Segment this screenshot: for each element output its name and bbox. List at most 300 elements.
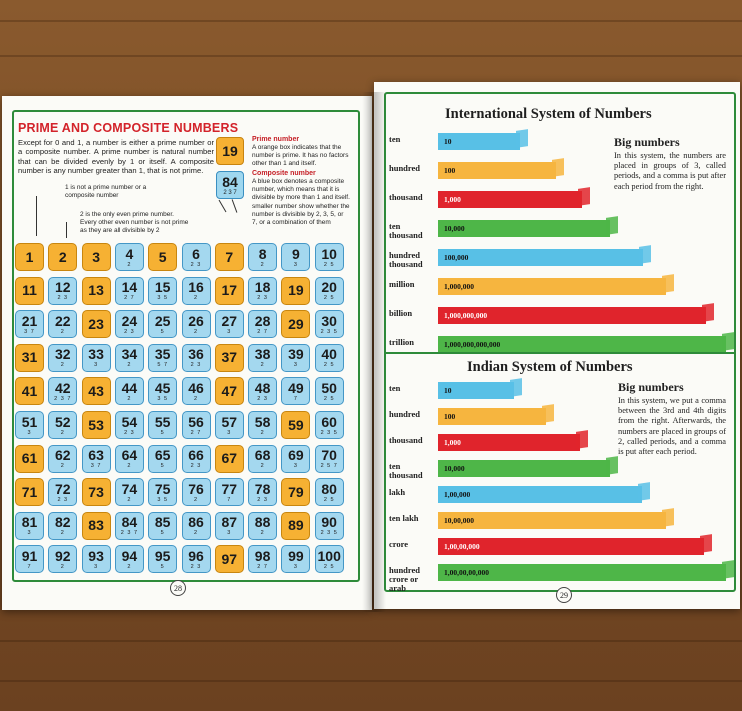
number-value: 1,00,00,000 bbox=[444, 542, 480, 551]
number-cell bbox=[281, 243, 310, 271]
cell-number: 22 bbox=[55, 312, 71, 329]
cell-number: 15 bbox=[154, 279, 171, 296]
cell-number: 62 bbox=[55, 447, 71, 464]
prime-legend-heading: Prime number bbox=[252, 136, 300, 143]
number-cell bbox=[315, 243, 344, 271]
number-band bbox=[438, 249, 643, 266]
cell-factors: 2 bbox=[193, 530, 199, 537]
cell-number: 56 bbox=[188, 413, 204, 430]
cell-number: 20 bbox=[321, 279, 337, 296]
band-tail bbox=[662, 508, 674, 527]
international-title: International System of Numbers bbox=[445, 106, 652, 122]
cell-number: 97 bbox=[221, 550, 238, 567]
wood-grain bbox=[0, 680, 742, 682]
number-band bbox=[438, 336, 726, 353]
cell-number: 80 bbox=[321, 480, 337, 497]
band-tail bbox=[662, 274, 674, 293]
number-cell bbox=[15, 344, 44, 372]
cell-number: 51 bbox=[21, 413, 38, 430]
cell-number: 40 bbox=[321, 346, 337, 363]
number-cell bbox=[182, 344, 211, 372]
number-value: 100 bbox=[444, 166, 456, 175]
cell-factors: 2 7 bbox=[257, 563, 268, 570]
cell-factors: 3 5 bbox=[157, 496, 169, 503]
number-cell bbox=[82, 243, 111, 271]
number-band bbox=[438, 278, 666, 295]
number-cell bbox=[82, 310, 111, 338]
cell-number: 25 bbox=[154, 312, 171, 329]
number-cell bbox=[215, 310, 244, 338]
number-cell bbox=[48, 377, 77, 405]
cell-factors: 7 bbox=[227, 496, 232, 503]
factor-note: smaller number show whether the number is divisible by 2, 3, 5, or 7, or a combination of them bbox=[252, 203, 350, 226]
number-cell bbox=[215, 445, 244, 473]
cell-number: 32 bbox=[55, 346, 71, 363]
number-band bbox=[438, 307, 706, 324]
number-cell bbox=[48, 478, 77, 506]
cell-number: 6 bbox=[192, 245, 200, 262]
cell-number: 79 bbox=[288, 483, 304, 500]
band-tail bbox=[516, 129, 528, 148]
cell-factors: 2 bbox=[193, 395, 199, 402]
cell-number: 42 bbox=[55, 379, 71, 396]
number-cell bbox=[115, 310, 144, 338]
cell-number: 4 bbox=[125, 245, 134, 262]
cell-number: 21 bbox=[21, 312, 38, 329]
band-tail bbox=[606, 456, 618, 475]
indian-big-title: Big numbers bbox=[618, 380, 684, 394]
number-band bbox=[438, 133, 520, 150]
number-cell bbox=[15, 277, 44, 305]
number-cell bbox=[148, 377, 177, 405]
number-cell bbox=[182, 277, 211, 305]
cell-number: 43 bbox=[88, 382, 104, 399]
number-name-label: ten bbox=[389, 134, 401, 144]
cell-factors: 2 bbox=[60, 563, 65, 570]
number-cell bbox=[248, 478, 277, 506]
number-cell bbox=[281, 478, 310, 506]
number-name-label: hundred thousand bbox=[389, 250, 423, 269]
number-cell bbox=[148, 411, 177, 439]
note-two-arrow bbox=[66, 222, 67, 238]
cell-factors: 5 bbox=[160, 429, 165, 436]
number-cell bbox=[248, 411, 277, 439]
number-cell bbox=[115, 344, 144, 372]
cell-number: 36 bbox=[188, 346, 204, 363]
number-name-label: trillion bbox=[389, 337, 415, 347]
cell-number: 2 bbox=[58, 248, 67, 265]
number-cell bbox=[115, 277, 144, 305]
cell-number: 44 bbox=[121, 379, 138, 396]
cell-number: 48 bbox=[254, 379, 271, 396]
cell-number: 61 bbox=[21, 450, 38, 467]
cell-number: 29 bbox=[288, 315, 304, 332]
cell-number: 90 bbox=[321, 514, 337, 531]
note-two: 2 is the only even prime number. Every other even number is not prime as they are all divisible by 2 bbox=[80, 211, 189, 234]
prime-legend-box bbox=[216, 137, 244, 165]
cell-factors: 2 bbox=[60, 429, 65, 436]
intro-text: Except for 0 and 1, a number is either a prime number or a composite number. A prime number is natural number that can be divided evenly by 1 or itself. A composite number is any number greater than 1, that is not prime. bbox=[18, 138, 214, 176]
number-name-label: hundred bbox=[389, 409, 421, 419]
cell-factors: 2 bbox=[60, 463, 65, 470]
number-cell bbox=[48, 243, 77, 271]
cell-number: 14 bbox=[121, 279, 138, 296]
cell-number: 17 bbox=[221, 282, 238, 299]
cell-number: 100 bbox=[317, 547, 341, 564]
cell-number: 77 bbox=[221, 480, 238, 497]
number-cell bbox=[215, 478, 244, 506]
cell-number: 24 bbox=[121, 312, 138, 329]
number-name-label: lakh bbox=[389, 487, 406, 497]
cell-number: 69 bbox=[288, 447, 304, 464]
cell-number: 82 bbox=[55, 514, 71, 531]
cell-factors: 2 bbox=[60, 530, 65, 537]
cell-factors: 3 bbox=[293, 362, 298, 369]
cell-factors: 2 3 5 bbox=[320, 328, 338, 335]
cell-number: 65 bbox=[154, 447, 171, 464]
cell-factors: 2 7 bbox=[124, 295, 135, 302]
number-cell bbox=[48, 310, 77, 338]
cell-factors: 2 3 bbox=[124, 328, 135, 335]
number-cell bbox=[182, 478, 211, 506]
number-band bbox=[438, 460, 610, 477]
cell-number: 98 bbox=[254, 547, 271, 564]
band-tail bbox=[578, 187, 590, 206]
number-cell bbox=[115, 243, 144, 271]
number-cell bbox=[315, 411, 344, 439]
cell-factors: 3 5 bbox=[157, 395, 169, 402]
cell-factors: 2 7 bbox=[257, 328, 268, 335]
cell-factors: 2 5 bbox=[323, 563, 335, 570]
cell-number: 76 bbox=[188, 480, 204, 497]
number-name-label: billion bbox=[389, 308, 413, 318]
indian-big-text: In this system, we put a comma between the 3rd and 4th digits from the right. Afterwards, the numbers are placed in groups of 2, called periods, and a comma is put after each period. bbox=[618, 396, 726, 457]
number-cell bbox=[281, 545, 310, 573]
number-cell bbox=[48, 545, 77, 573]
cell-number: 3 bbox=[92, 248, 100, 265]
number-cell bbox=[115, 377, 144, 405]
cell-factors: 3 bbox=[293, 261, 298, 268]
cell-factors: 2 bbox=[260, 530, 265, 537]
number-band bbox=[438, 382, 514, 399]
cell-number: 58 bbox=[254, 413, 271, 430]
number-cell bbox=[48, 512, 77, 540]
cell-factors: 5 bbox=[160, 530, 165, 537]
cell-number: 63 bbox=[88, 447, 104, 464]
number-cell bbox=[281, 277, 310, 305]
cell-number: 92 bbox=[55, 547, 71, 564]
number-band bbox=[438, 564, 726, 581]
composite-legend-box bbox=[216, 171, 244, 199]
cell-number: 7 bbox=[225, 248, 234, 265]
number-cell bbox=[281, 445, 310, 473]
composite-legend-factors: 2 3 7 bbox=[223, 190, 237, 196]
cell-number: 50 bbox=[321, 379, 337, 396]
cell-number: 57 bbox=[221, 413, 238, 430]
cell-factors: 2 3 7 bbox=[54, 395, 72, 402]
number-cell bbox=[82, 478, 111, 506]
cell-number: 74 bbox=[121, 480, 138, 497]
number-cell bbox=[315, 377, 344, 405]
number-name-label: thousand bbox=[389, 192, 423, 202]
cell-number: 28 bbox=[254, 312, 271, 329]
number-cell bbox=[215, 512, 244, 540]
number-cell bbox=[281, 411, 310, 439]
number-cell bbox=[148, 545, 177, 573]
cell-factors: 2 bbox=[260, 463, 265, 470]
cell-factors: 2 3 bbox=[257, 395, 268, 402]
number-value: 10 bbox=[444, 386, 452, 395]
band-tail bbox=[606, 216, 618, 235]
cell-number: 38 bbox=[254, 346, 271, 363]
number-cell bbox=[82, 545, 111, 573]
cell-factors: 2 3 bbox=[190, 261, 202, 268]
cell-number: 70 bbox=[321, 447, 337, 464]
number-cell bbox=[148, 277, 177, 305]
cell-factors: 2 5 bbox=[323, 496, 335, 503]
prime-legend-number: 19 bbox=[222, 143, 238, 159]
number-name-label: hundred bbox=[389, 163, 421, 173]
number-value: 100 bbox=[444, 412, 456, 421]
cell-factors: 3 bbox=[227, 530, 232, 537]
number-cell bbox=[315, 545, 344, 573]
cell-factors: 2 bbox=[193, 328, 199, 335]
cell-factors: 7 bbox=[293, 395, 298, 402]
cell-factors: 2 3 5 bbox=[320, 530, 338, 537]
number-name-label: thousand bbox=[389, 435, 423, 445]
cell-number: 96 bbox=[188, 547, 204, 564]
cell-factors: 2 5 7 bbox=[320, 463, 338, 470]
prime-legend-text: A orange box indicates that the number is prime. It has no factors other than 1 and itself. bbox=[252, 144, 349, 167]
number-value: 1,00,00,00,000 bbox=[444, 568, 489, 577]
number-cell bbox=[15, 445, 44, 473]
cell-factors: 2 bbox=[60, 328, 65, 335]
number-cell bbox=[281, 377, 310, 405]
cell-number: 89 bbox=[288, 517, 304, 534]
cell-factors: 3 bbox=[94, 563, 99, 570]
cell-factors: 2 3 5 bbox=[320, 429, 338, 436]
number-cell bbox=[248, 243, 277, 271]
number-band bbox=[438, 538, 704, 555]
band-tail bbox=[639, 245, 651, 264]
cell-number: 86 bbox=[188, 514, 204, 531]
cell-number: 45 bbox=[154, 379, 171, 396]
wood-grain bbox=[0, 55, 742, 57]
cell-factors: 2 5 bbox=[323, 395, 335, 402]
number-name-label: ten thousand bbox=[389, 221, 423, 240]
number-cell bbox=[48, 277, 77, 305]
cell-factors: 2 bbox=[60, 362, 65, 369]
cell-number: 30 bbox=[321, 312, 337, 329]
cell-number: 19 bbox=[288, 282, 304, 299]
number-cell bbox=[15, 411, 44, 439]
cell-number: 55 bbox=[154, 413, 171, 430]
number-cell bbox=[148, 512, 177, 540]
band-tail bbox=[576, 430, 588, 449]
cell-factors: 2 3 bbox=[190, 463, 202, 470]
composite-legend-text: A blue box denotes a composite number, which means that it is divisible by more than 1 and itself. bbox=[252, 178, 350, 201]
number-cell bbox=[148, 243, 177, 271]
number-band bbox=[438, 486, 642, 503]
cell-factors: 3 7 bbox=[90, 463, 102, 470]
number-cell bbox=[82, 344, 111, 372]
cell-number: 91 bbox=[21, 547, 38, 564]
cell-number: 72 bbox=[55, 480, 71, 497]
number-cell bbox=[182, 545, 211, 573]
cell-factors: 2 bbox=[260, 429, 265, 436]
number-cell bbox=[82, 277, 111, 305]
cell-factors: 2 bbox=[260, 362, 265, 369]
number-cell bbox=[248, 445, 277, 473]
cell-factors: 2 3 bbox=[257, 496, 268, 503]
indian-title: Indian System of Numbers bbox=[467, 359, 633, 375]
number-value: 1,000,000 bbox=[444, 282, 474, 291]
band-tail bbox=[702, 303, 714, 322]
cell-number: 66 bbox=[188, 447, 204, 464]
cell-factors: 2 5 bbox=[323, 362, 335, 369]
number-cell bbox=[248, 277, 277, 305]
cell-number: 49 bbox=[288, 379, 304, 396]
composite-legend-heading: Composite number bbox=[252, 170, 316, 177]
international-big-text: In this system, the numbers are placed in groups of 3, called periods, and a comma is put after each period from the right. bbox=[614, 151, 726, 191]
number-name-label: ten bbox=[389, 383, 401, 393]
number-cell bbox=[248, 512, 277, 540]
cell-number: 85 bbox=[154, 514, 171, 531]
cell-number: 26 bbox=[188, 312, 204, 329]
section-divider bbox=[384, 352, 736, 354]
number-band bbox=[438, 220, 610, 237]
cell-factors: 3 5 bbox=[157, 295, 169, 302]
cell-number: 47 bbox=[221, 382, 238, 399]
number-value: 1,000,000,000,000 bbox=[444, 340, 501, 349]
number-cell bbox=[248, 377, 277, 405]
number-cell bbox=[281, 310, 310, 338]
cell-number: 34 bbox=[121, 346, 138, 363]
cell-factors: 2 bbox=[127, 261, 132, 268]
wood-grain bbox=[0, 640, 742, 642]
number-cell bbox=[48, 344, 77, 372]
number-cell bbox=[148, 310, 177, 338]
cell-factors: 7 bbox=[27, 563, 32, 570]
number-band bbox=[438, 191, 582, 208]
cell-factors: 2 bbox=[193, 496, 199, 503]
number-cell bbox=[315, 512, 344, 540]
number-cell bbox=[215, 377, 244, 405]
number-cell bbox=[315, 478, 344, 506]
cell-number: 10 bbox=[321, 245, 337, 262]
cell-factors: 2 3 bbox=[257, 295, 268, 302]
cell-factors: 2 3 7 bbox=[120, 530, 138, 537]
cell-number: 75 bbox=[154, 480, 171, 497]
cell-number: 33 bbox=[88, 346, 104, 363]
cell-factors: 2 bbox=[127, 395, 132, 402]
number-cell bbox=[182, 243, 211, 271]
cell-factors: 2 7 bbox=[190, 429, 202, 436]
cell-factors: 3 bbox=[27, 530, 32, 537]
cell-number: 41 bbox=[21, 382, 38, 399]
number-cell bbox=[215, 545, 244, 573]
number-name-label: hundred crore or arab bbox=[389, 565, 421, 593]
page-title: PRIME AND COMPOSITE NUMBERS bbox=[18, 121, 239, 135]
number-cell bbox=[15, 310, 44, 338]
cell-factors: 2 5 bbox=[323, 295, 335, 302]
cell-number: 39 bbox=[288, 346, 304, 363]
number-cell bbox=[115, 478, 144, 506]
cell-number: 27 bbox=[221, 312, 238, 329]
cell-factors: 5 bbox=[160, 463, 165, 470]
note-one-arrow bbox=[36, 196, 37, 236]
cell-number: 95 bbox=[154, 547, 171, 564]
cell-factors: 2 bbox=[127, 563, 132, 570]
cell-number: 9 bbox=[291, 245, 300, 262]
number-value: 1,000 bbox=[444, 438, 461, 447]
number-name-label: million bbox=[389, 279, 415, 289]
cell-number: 94 bbox=[121, 547, 138, 564]
cell-factors: 2 3 bbox=[124, 429, 135, 436]
cell-number: 52 bbox=[55, 413, 71, 430]
band-tail bbox=[722, 560, 734, 579]
band-tail bbox=[510, 378, 522, 397]
cell-number: 11 bbox=[22, 282, 37, 299]
cell-number: 8 bbox=[258, 245, 267, 262]
cell-number: 83 bbox=[88, 517, 104, 534]
number-value: 10,00,000 bbox=[444, 516, 474, 525]
number-cell bbox=[82, 445, 111, 473]
cell-number: 84 bbox=[121, 514, 138, 531]
note-one: 1 is not a prime number or a composite number bbox=[65, 184, 147, 199]
cell-number: 93 bbox=[88, 547, 104, 564]
number-cell bbox=[281, 344, 310, 372]
number-value: 100,000 bbox=[444, 253, 469, 262]
cell-number: 53 bbox=[88, 416, 104, 433]
cell-number: 59 bbox=[288, 416, 304, 433]
cell-number: 67 bbox=[221, 450, 238, 467]
number-value: 1,000 bbox=[444, 195, 461, 204]
cell-factors: 3 bbox=[227, 328, 232, 335]
number-cell bbox=[48, 411, 77, 439]
number-cell bbox=[215, 411, 244, 439]
cell-factors: 2 3 bbox=[190, 362, 202, 369]
cell-number: 18 bbox=[254, 279, 271, 296]
number-cell bbox=[148, 445, 177, 473]
number-cell bbox=[215, 243, 244, 271]
cell-number: 13 bbox=[88, 282, 104, 299]
cell-factors: 2 bbox=[127, 362, 132, 369]
number-value: 10,000 bbox=[444, 464, 465, 473]
band-tail bbox=[638, 482, 650, 501]
cell-factors: 3 7 bbox=[24, 328, 35, 335]
cell-factors: 5 bbox=[160, 328, 165, 335]
number-band bbox=[438, 162, 556, 179]
band-tail bbox=[542, 404, 554, 423]
cell-number: 1 bbox=[25, 248, 34, 265]
cell-number: 54 bbox=[121, 413, 138, 430]
international-big-title: Big numbers bbox=[614, 135, 680, 149]
number-cell bbox=[115, 445, 144, 473]
book-gutter bbox=[362, 92, 386, 612]
cell-factors: 2 5 bbox=[323, 261, 335, 268]
number-cell bbox=[315, 445, 344, 473]
cell-factors: 2 bbox=[193, 295, 199, 302]
number-cell bbox=[148, 344, 177, 372]
number-value: 1,000,000,000 bbox=[444, 311, 488, 320]
cell-factors: 2 bbox=[127, 463, 132, 470]
cell-number: 78 bbox=[254, 480, 271, 497]
number-cell bbox=[15, 512, 44, 540]
number-name-label: crore bbox=[389, 539, 409, 549]
cell-number: 46 bbox=[188, 379, 204, 396]
number-cell bbox=[248, 310, 277, 338]
